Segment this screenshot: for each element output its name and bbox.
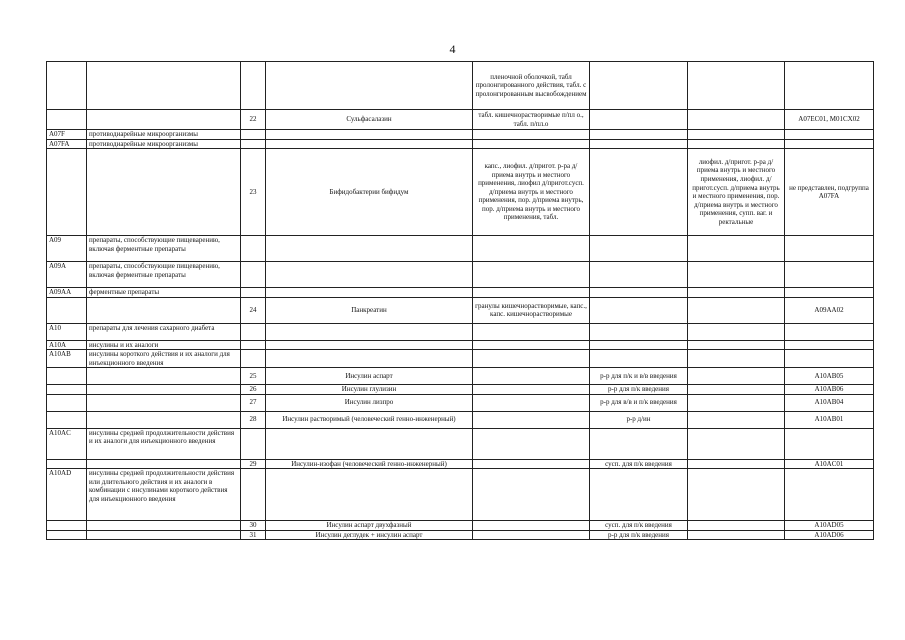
dosage-form-cell xyxy=(473,469,590,521)
table-row xyxy=(47,262,874,288)
number-cell: 24 xyxy=(241,297,266,323)
inn-cell xyxy=(266,323,473,340)
atc-note-cell: A10AD05 xyxy=(785,521,874,531)
table-row xyxy=(47,459,874,469)
dosage-form-extra2-cell xyxy=(688,368,785,385)
dosage-form-extra-cell xyxy=(590,323,688,340)
name-cell: препараты для лечения сахарного диабета xyxy=(87,323,241,340)
dosage-form-cell xyxy=(473,394,590,411)
inn-cell: Инсулин-изофан (человеческий генно-инженерный) xyxy=(266,459,473,469)
dosage-form-extra2-cell xyxy=(688,323,785,340)
code-cell: A10AC xyxy=(47,428,87,459)
number-cell: 29 xyxy=(241,459,266,469)
inn-cell xyxy=(266,262,473,288)
dosage-form-extra2-cell xyxy=(688,288,785,298)
atc-note-cell xyxy=(785,323,874,340)
inn-cell xyxy=(266,139,473,149)
name-cell xyxy=(87,385,241,395)
dosage-form-extra2-cell xyxy=(688,394,785,411)
name-cell: противодиарейные микроорганизмы xyxy=(87,139,241,149)
dosage-form-extra-cell: р-р для в/в и п/к введения xyxy=(590,394,688,411)
number-cell xyxy=(241,262,266,288)
code-cell: A10AD xyxy=(47,469,87,521)
dosage-form-extra-cell xyxy=(590,350,688,368)
dosage-form-cell xyxy=(473,350,590,368)
number-cell xyxy=(241,469,266,521)
table-row xyxy=(47,385,874,395)
dosage-form-extra-cell xyxy=(590,139,688,149)
inn-cell: Инсулин глулизин xyxy=(266,385,473,395)
inn-cell xyxy=(266,340,473,350)
dosage-form-cell: пленочной оболочкой, табл пролонгированного действия, табл. с пролонгированным высвобождением xyxy=(473,62,590,110)
dosage-form-extra-cell: сусп. для п/к введения xyxy=(590,459,688,469)
table-row xyxy=(47,297,874,323)
dosage-form-cell: гранулы кишечнорастворимые, капс., капс. кишечнорастворимые xyxy=(473,297,590,323)
dosage-form-cell xyxy=(473,530,590,540)
table-row xyxy=(47,149,874,236)
dosage-form-extra-cell: р-р для п/к введения xyxy=(590,530,688,540)
dosage-form-extra-cell xyxy=(590,262,688,288)
table-row xyxy=(47,340,874,350)
atc-note-cell xyxy=(785,340,874,350)
atc-note-cell xyxy=(785,62,874,110)
code-cell xyxy=(47,521,87,531)
number-cell xyxy=(241,340,266,350)
table-row xyxy=(47,530,874,540)
dosage-form-extra2-cell xyxy=(688,530,785,540)
table-row xyxy=(47,368,874,385)
page-number: 4 xyxy=(449,42,456,56)
inn-cell xyxy=(266,350,473,368)
code-cell xyxy=(47,368,87,385)
atc-note-cell: A07EC01, M01CX02 xyxy=(785,110,874,130)
code-cell: A09A xyxy=(47,262,87,288)
atc-note-cell xyxy=(785,350,874,368)
table-row xyxy=(47,323,874,340)
table-row xyxy=(47,521,874,531)
number-cell: 30 xyxy=(241,521,266,531)
code-cell: A07F xyxy=(47,130,87,140)
atc-note-cell: A10AC01 xyxy=(785,459,874,469)
atc-note-cell: A09AA02 xyxy=(785,297,874,323)
dosage-form-extra-cell xyxy=(590,340,688,350)
dosage-form-extra-cell: сусп. для п/к введения xyxy=(590,521,688,531)
code-cell: A10 xyxy=(47,323,87,340)
atc-note-cell: A10AB04 xyxy=(785,394,874,411)
inn-cell: Инсулин растворимый (человеческий генно-инженерный) xyxy=(266,411,473,428)
dosage-form-extra2-cell xyxy=(688,62,785,110)
name-cell xyxy=(87,459,241,469)
table-row xyxy=(47,139,874,149)
dosage-form-extra-cell xyxy=(590,428,688,459)
dosage-form-extra-cell xyxy=(590,236,688,262)
code-cell xyxy=(47,297,87,323)
name-cell: препараты, способствующие пищеварению, включая ферментные препараты xyxy=(87,262,241,288)
code-cell: A09AA xyxy=(47,288,87,298)
number-cell: 22 xyxy=(241,110,266,130)
dosage-form-cell xyxy=(473,323,590,340)
dosage-form-extra2-cell xyxy=(688,469,785,521)
table-row xyxy=(47,62,874,110)
number-cell xyxy=(241,130,266,140)
dosage-form-cell xyxy=(473,385,590,395)
dosage-form-extra2-cell xyxy=(688,236,785,262)
atc-note-cell xyxy=(785,428,874,459)
atc-note-cell: A10AB05 xyxy=(785,368,874,385)
number-cell xyxy=(241,323,266,340)
dosage-form-extra2-cell xyxy=(688,350,785,368)
name-cell xyxy=(87,149,241,236)
dosage-form-cell xyxy=(473,236,590,262)
inn-cell: Инсулин лизпро xyxy=(266,394,473,411)
dosage-form-extra2-cell xyxy=(688,385,785,395)
dosage-form-extra2-cell xyxy=(688,459,785,469)
number-cell: 25 xyxy=(241,368,266,385)
table-row xyxy=(47,394,874,411)
dosage-form-extra-cell xyxy=(590,469,688,521)
number-cell xyxy=(241,350,266,368)
dosage-form-extra2-cell xyxy=(688,110,785,130)
table-row xyxy=(47,236,874,262)
name-cell xyxy=(87,62,241,110)
inn-cell xyxy=(266,288,473,298)
number-cell: 28 xyxy=(241,411,266,428)
dosage-form-extra2-cell xyxy=(688,297,785,323)
table-row xyxy=(47,110,874,130)
dosage-form-extra2-cell: лиофил. д/пригот. р-ра д/приема внутрь и местного применения, лиофил. д/пригот.сусп. д/приема внутрь и местного применения, пор. д/приема внутрь и местного применения, супп. ваг. и ректальные xyxy=(688,149,785,236)
dosage-form-extra2-cell xyxy=(688,340,785,350)
atc-note-cell: не представлен, подгруппа A07FA xyxy=(785,149,874,236)
inn-cell: Инсулин аспарт xyxy=(266,368,473,385)
dosage-form-extra-cell: р-р для п/к и в/в введения xyxy=(590,368,688,385)
name-cell: инсулины средней продолжительности действия и их аналоги для инъекционного введения xyxy=(87,428,241,459)
dosage-form-cell: табл. кишечнорастворимые п/пл о., табл. п/пл.о xyxy=(473,110,590,130)
atc-note-cell: A10AB06 xyxy=(785,385,874,395)
dosage-form-cell xyxy=(473,428,590,459)
name-cell: ферментные препараты xyxy=(87,288,241,298)
number-cell xyxy=(241,288,266,298)
dosage-form-cell xyxy=(473,288,590,298)
inn-cell: Сульфасалазин xyxy=(266,110,473,130)
number-cell xyxy=(241,139,266,149)
name-cell: противодиарейные микроорганизмы xyxy=(87,130,241,140)
code-cell xyxy=(47,459,87,469)
code-cell: A10AB xyxy=(47,350,87,368)
code-cell xyxy=(47,149,87,236)
atc-note-cell: A10AD06 xyxy=(785,530,874,540)
name-cell xyxy=(87,297,241,323)
name-cell: инсулины короткого действия и их аналоги для инъекционного введения xyxy=(87,350,241,368)
code-cell: A09 xyxy=(47,236,87,262)
code-cell xyxy=(47,62,87,110)
number-cell: 27 xyxy=(241,394,266,411)
inn-cell xyxy=(266,428,473,459)
table-row xyxy=(47,428,874,459)
dosage-form-extra-cell xyxy=(590,149,688,236)
name-cell xyxy=(87,110,241,130)
name-cell xyxy=(87,368,241,385)
inn-cell: Бифидобактерии бифидум xyxy=(266,149,473,236)
dosage-form-cell xyxy=(473,411,590,428)
code-cell: A07FA xyxy=(47,139,87,149)
inn-cell xyxy=(266,62,473,110)
code-cell xyxy=(47,411,87,428)
table-row xyxy=(47,350,874,368)
name-cell xyxy=(87,411,241,428)
name-cell xyxy=(87,530,241,540)
inn-cell xyxy=(266,469,473,521)
name-cell xyxy=(87,394,241,411)
dosage-form-cell xyxy=(473,130,590,140)
name-cell: препараты, способствующие пищеварению, включая ферментные препараты xyxy=(87,236,241,262)
table-row xyxy=(47,411,874,428)
atc-note-cell xyxy=(785,130,874,140)
dosage-form-extra-cell: р-р для п/к введения xyxy=(590,385,688,395)
dosage-form-extra-cell xyxy=(590,130,688,140)
dosage-form-extra-cell xyxy=(590,110,688,130)
inn-cell xyxy=(266,130,473,140)
dosage-form-cell xyxy=(473,340,590,350)
number-cell: 26 xyxy=(241,385,266,395)
dosage-form-cell xyxy=(473,139,590,149)
inn-cell: Панкреатин xyxy=(266,297,473,323)
dosage-form-extra-cell xyxy=(590,62,688,110)
dosage-form-extra2-cell xyxy=(688,521,785,531)
dosage-form-cell xyxy=(473,368,590,385)
code-cell xyxy=(47,394,87,411)
inn-cell: Инсулин деглудек + инсулин аспарт xyxy=(266,530,473,540)
drug-list-table xyxy=(46,61,874,540)
dosage-form-cell xyxy=(473,459,590,469)
inn-cell xyxy=(266,236,473,262)
atc-note-cell xyxy=(785,236,874,262)
dosage-form-extra-cell xyxy=(590,297,688,323)
table-row xyxy=(47,130,874,140)
table-row xyxy=(47,469,874,521)
atc-note-cell xyxy=(785,139,874,149)
dosage-form-cell xyxy=(473,521,590,531)
name-cell: инсулины средней продолжительности действия или длительного действия и их аналоги в комбинации с инсулинами короткого действия для инъекционного введения xyxy=(87,469,241,521)
inn-cell: Инсулин аспарт двухфазный xyxy=(266,521,473,531)
code-cell xyxy=(47,385,87,395)
number-cell: 23 xyxy=(241,149,266,236)
number-cell: 31 xyxy=(241,530,266,540)
atc-note-cell xyxy=(785,469,874,521)
dosage-form-cell: капс., лиофил. д/пригот. р-ра д/приема внутрь и местного применения, лиофил д/пригот.сусп. д/приема внутрь и местного применения, пор. д/приема внутрь, пор. д/приема внутрь и местного применения, табл. xyxy=(473,149,590,236)
code-cell: A10A xyxy=(47,340,87,350)
dosage-form-extra2-cell xyxy=(688,130,785,140)
atc-note-cell: A10AB01 xyxy=(785,411,874,428)
dosage-form-extra2-cell xyxy=(688,139,785,149)
table-row xyxy=(47,288,874,298)
atc-note-cell xyxy=(785,288,874,298)
number-cell xyxy=(241,236,266,262)
code-cell xyxy=(47,530,87,540)
dosage-form-extra-cell: р-р д/ин xyxy=(590,411,688,428)
dosage-form-extra2-cell xyxy=(688,262,785,288)
dosage-form-extra-cell xyxy=(590,288,688,298)
name-cell: инсулины и их аналоги xyxy=(87,340,241,350)
dosage-form-extra2-cell xyxy=(688,411,785,428)
atc-note-cell xyxy=(785,262,874,288)
dosage-form-cell xyxy=(473,262,590,288)
name-cell xyxy=(87,521,241,531)
code-cell xyxy=(47,110,87,130)
number-cell xyxy=(241,428,266,459)
dosage-form-extra2-cell xyxy=(688,428,785,459)
number-cell xyxy=(241,62,266,110)
